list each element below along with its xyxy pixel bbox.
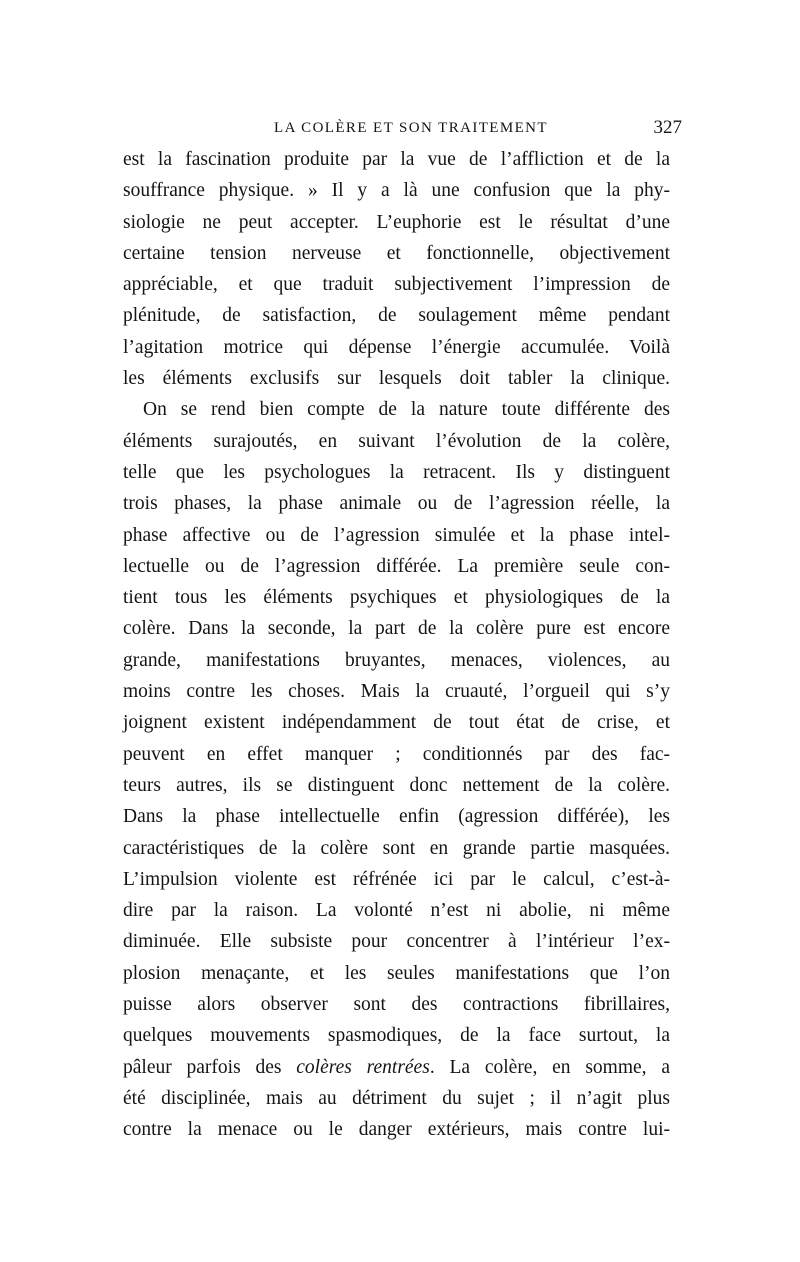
text-line: éléments surajoutés, en suivant l’évolution de la colère, — [123, 430, 670, 452]
text-fragment: . La colère, en somme, a — [429, 1056, 670, 1078]
body-text — [123, 144, 670, 1146]
text-line: phase affective ou de l’agression simulée et la phase intel- — [123, 524, 670, 546]
running-title: LA COLÈRE ET SON TRAITEMENT — [274, 120, 548, 136]
text-line: contre la menace ou le danger extérieurs, mais contre lui- — [123, 1119, 670, 1141]
text-line: telle que les psychologues la retracent. Ils y distinguent — [123, 461, 670, 483]
text-line: appréciable, et que traduit subjectivement l’impression de — [123, 274, 670, 296]
text-fragment: pâleur parfois des — [123, 1056, 297, 1078]
text-line: joignent existent indépendamment de tout état de crise, et — [123, 712, 670, 734]
text-line: dire par la raison. La volonté n’est ni abolie, ni même — [123, 900, 670, 922]
text-line: L’impulsion violente est réfrénée ici par le calcul, c’est-à- — [123, 868, 670, 890]
text-line-with-italic — [123, 1052, 670, 1083]
page-number: 327 — [653, 117, 682, 138]
text-line: siologie ne peut accepter. L’euphorie est le résultat d’une — [123, 211, 670, 233]
text-line: puisse alors observer sont des contractions fibrillaires, — [123, 994, 670, 1016]
text-line: certaine tension nerveuse et fonctionnelle, objectivement — [123, 242, 670, 264]
text-line: colère. Dans la seconde, la part de la colère pure est encore — [123, 618, 670, 640]
text-line: plosion menaçante, et les seules manifestations que l’on — [123, 962, 670, 984]
text-line: l’agitation motrice qui dépense l’énergie accumulée. Voilà — [123, 336, 670, 358]
text-line: On se rend bien compte de la nature toute différente des — [143, 399, 670, 421]
text-line: lectuelle ou de l’agression différée. La première seule con- — [123, 555, 670, 577]
text-line: souffrance physique. » Il y a là une confusion que la phy- — [123, 180, 670, 202]
text-line: plénitude, de satisfaction, de soulagement même pendant — [123, 305, 670, 327]
text-line: grande, manifestations bruyantes, menaces, violences, au — [123, 649, 670, 671]
text-line: trois phases, la phase animale ou de l’agression réelle, la — [123, 493, 670, 515]
text-line: teurs autres, ils se distinguent donc nettement de la colère. — [123, 774, 670, 796]
running-head — [122, 116, 682, 140]
text-line: quelques mouvements spasmodiques, de la face surtout, la — [123, 1025, 670, 1047]
text-line: les éléments exclusifs sur lesquels doit tabler la clinique. — [123, 368, 670, 390]
text-line: diminuée. Elle subsiste pour concentrer à l’intérieur l’ex- — [123, 931, 670, 953]
text-line: moins contre les choses. Mais la cruauté, l’orgueil qui s’y — [123, 681, 670, 703]
text-line: caractéristiques de la colère sont en grande partie masquées. — [123, 837, 670, 859]
italic-phrase: colères rentrées — [296, 1056, 430, 1078]
text-line: peuvent en effet manquer ; conditionnés par des fac- — [123, 743, 670, 765]
text-line: tient tous les éléments psychiques et physiologiques de la — [123, 587, 670, 609]
text-line: Dans la phase intellectuelle enfin (agression différée), les — [123, 806, 670, 828]
text-line: été disciplinée, mais au détriment du sujet ; il n’agit plus — [123, 1087, 670, 1109]
text-line: est la fascination produite par la vue de l’affliction et de la — [123, 149, 670, 170]
